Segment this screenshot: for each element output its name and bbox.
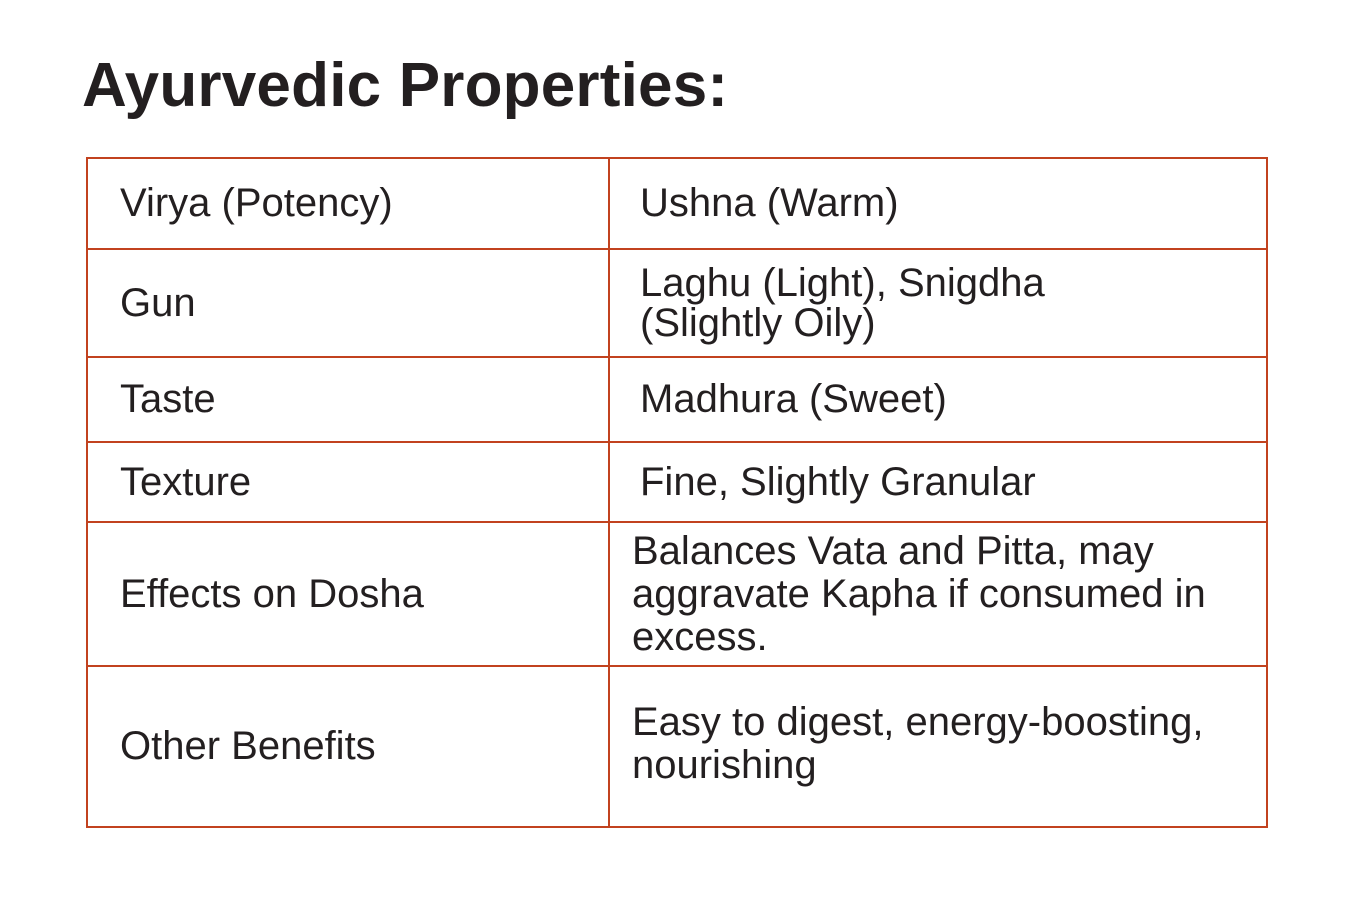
- value-line: (Slightly Oily): [640, 301, 876, 345]
- value-line: Easy to digest, energy-boosting,: [632, 699, 1204, 744]
- value-line: excess.: [632, 614, 768, 659]
- value-cell: Fine, Slightly Granular: [609, 442, 1267, 522]
- value-cell: [609, 666, 1267, 827]
- property-cell: Effects on Dosha: [87, 522, 609, 666]
- property-cell: Gun: [87, 249, 609, 357]
- table-row-effects-on-dosha: [87, 522, 1267, 666]
- value-line: Balances Vata and Pitta, may: [632, 528, 1154, 573]
- value-cell: [609, 249, 1267, 357]
- property-cell: Virya (Potency): [87, 158, 609, 249]
- value-cell: Madhura (Sweet): [609, 357, 1267, 442]
- property-cell: Taste: [87, 357, 609, 442]
- value-line: aggravate Kapha if consumed in: [632, 571, 1206, 616]
- page-title: Ayurvedic Properties:: [82, 51, 729, 120]
- table-row-texture: [87, 442, 1267, 522]
- table-row-taste: [87, 357, 1267, 442]
- table-row-gun: [87, 249, 1267, 357]
- value-line: Laghu (Light), Snigdha: [640, 261, 1045, 305]
- value-cell: [609, 522, 1267, 666]
- table-row-virya: [87, 158, 1267, 249]
- table-row-other-benefits: [87, 666, 1267, 827]
- value-cell: Ushna (Warm): [609, 158, 1267, 249]
- value-line: nourishing: [632, 742, 817, 787]
- property-cell: Other Benefits: [87, 666, 609, 827]
- ayurvedic-properties-table: [86, 157, 1268, 828]
- property-cell: Texture: [87, 442, 609, 522]
